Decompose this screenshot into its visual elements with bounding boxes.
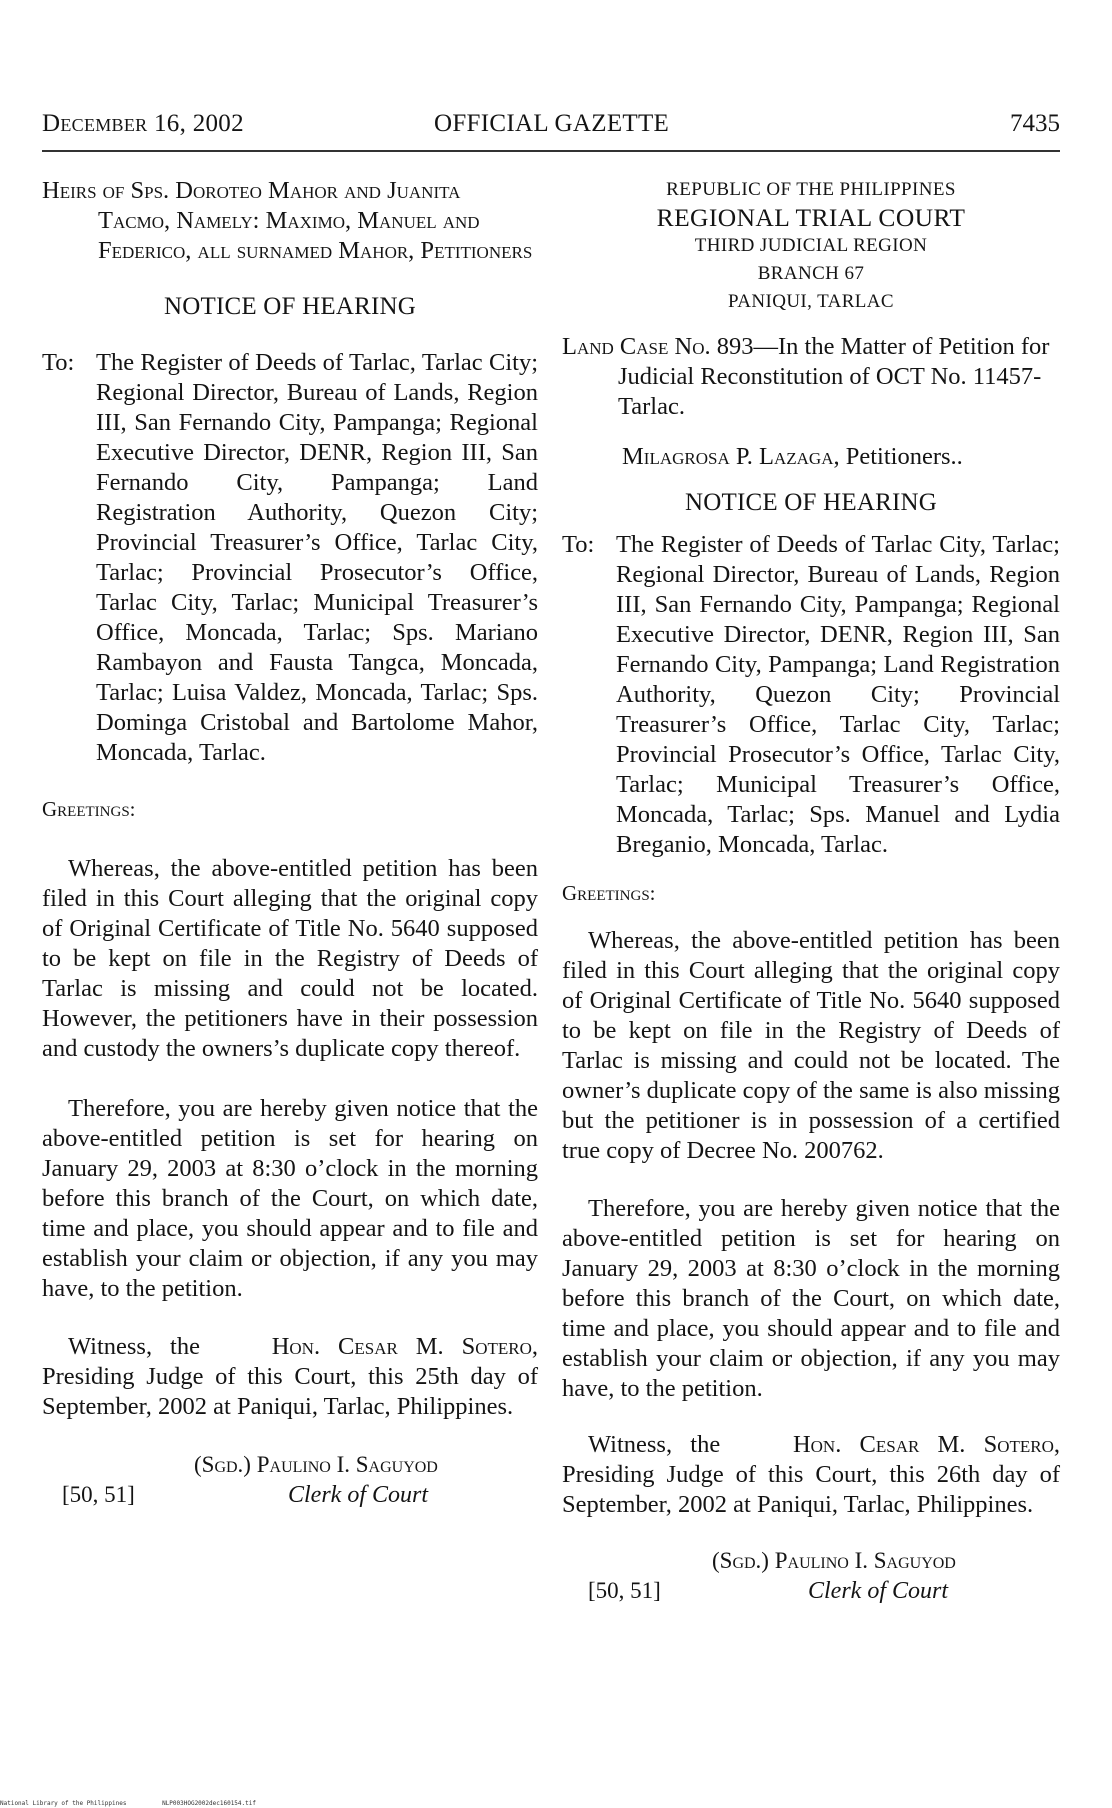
court-branch: BRANCH 67 bbox=[757, 263, 865, 284]
witness-rest: Presiding Judge of this Court, this 26th day of September, 2002 at Paniqui, Tarlac, Philippines. bbox=[562, 1461, 1060, 1518]
witness-judge: Hon. Cesar M. Sotero, bbox=[792, 1431, 1060, 1458]
signatory-role: Clerk of Court bbox=[808, 1578, 949, 1604]
witness-paragraph bbox=[562, 1430, 1060, 1520]
court-heading bbox=[562, 176, 1060, 316]
greetings: Greetings: bbox=[42, 797, 136, 821]
petitioner-suffix: Petitioners.. bbox=[845, 443, 963, 470]
witness-judge: Hon. Cesar M. Sotero, bbox=[271, 1333, 538, 1360]
notice-title: NOTICE OF HEARING bbox=[164, 293, 416, 320]
page-number: 7435 bbox=[1010, 110, 1060, 137]
signatory-name: (Sgd.) Paulino I. Saguyod bbox=[712, 1548, 956, 1573]
whereas-paragraph: Whereas, the above-entitled petition has been filed in this Court alleging that the original copy of Original Certificate of Title No. 5640 supposed to be kept on file in the Registry of Deeds of Tarlac is missing and could not be located. However, the petitioners have in their possession and custody the owners’s duplicate copy thereof. bbox=[42, 855, 538, 1062]
addressees bbox=[42, 348, 538, 768]
signature-block bbox=[42, 1450, 538, 1514]
left-column bbox=[42, 176, 538, 1514]
court-republic: REPUBLIC OF THE PHILIPPINES bbox=[666, 179, 956, 200]
case-title bbox=[562, 332, 1060, 422]
witness-paragraph bbox=[42, 1332, 538, 1422]
signatory-role: Clerk of Court bbox=[288, 1482, 429, 1508]
reference-numbers: [50, 51] bbox=[588, 1578, 661, 1603]
publication-title: OFFICIAL GAZETTE bbox=[434, 110, 670, 137]
court-region: THIRD JUDICIAL REGION bbox=[694, 235, 928, 256]
notice-title: NOTICE OF HEARING bbox=[685, 489, 937, 516]
case-caption: Heirs of Sps. Doroteo Mahor and Juanita Tacmo, Namely: Maximo, Manuel and Federico, all surnamed Mahor, Petitioners bbox=[42, 177, 533, 264]
whereas-paragraph: Whereas, the above-entitled petition has been filed in this Court alleging that the original copy of Original Certificate of Title No. 5640 supposed to be kept on file in the Registry of Deeds of Tarlac is missing and could not be located. The owner’s duplicate copy of the same is also missing but the petitioner is in possession of a certified true copy of Decree No. 200762. bbox=[562, 927, 1060, 1164]
court-name: REGIONAL TRIAL COURT bbox=[656, 203, 966, 232]
issue-date: December 16, 2002 bbox=[42, 110, 244, 137]
witness-rest: Presiding Judge of this Court, this 25th day of September, 2002 at Paniqui, Tarlac, Philippines. bbox=[42, 1363, 538, 1420]
case-text: 893—In the Matter of Petition for Judicial Reconstitution of OCT No. 11457-Tarlac. bbox=[618, 333, 1050, 420]
petitioner-line bbox=[562, 442, 1060, 472]
reference-numbers: [50, 51] bbox=[62, 1482, 135, 1507]
library-credit: National Library of the Philippines bbox=[0, 1800, 127, 1807]
to-label: To: bbox=[42, 349, 75, 376]
to-label: To: bbox=[562, 531, 595, 558]
petitioner-name: Milagrosa P. Lazaga, bbox=[622, 443, 840, 470]
signatory-name: (Sgd.) Paulino I. Saguyod bbox=[194, 1452, 438, 1477]
addressees bbox=[562, 530, 1060, 860]
right-column bbox=[562, 176, 1060, 1610]
signature-block bbox=[562, 1546, 1060, 1610]
addressee-list: The Register of Deeds of Tarlac City, Tarlac; Regional Director, Bureau of Lands, Region III, San Fernando City, Pampanga; Regional Executive Director, DENR, Region III, San Fernando City, Pampanga; Land Registration Authority, Quezon City; Provincial Treasurer’s Office, Tarlac City, Tarlac; Provincial Prosecutor’s Office, Tarlac City, Tarlac; Municipal Treasurer’s Office, Moncada, Tarlac; Sps. Manuel and Lydia Breganio, Moncada, Tarlac. bbox=[616, 531, 1060, 858]
therefore-paragraph: Therefore, you are hereby given notice that the above-entitled petition is set for hearing on January 29, 2003 at 8:30 o’clock in the morning before this branch of the Court, on which date, time and place, you should appear and to file and establish your claim or objection, if any you may have, to the petition. bbox=[562, 1195, 1060, 1402]
greetings: Greetings: bbox=[562, 881, 656, 905]
therefore-paragraph: Therefore, you are hereby given notice that the above-entitled petition is set for hearing on January 29, 2003 at 8:30 o’clock in the morning before this branch of the Court, on which date, time and place, you should appear and to file and establish your claim or objection, if any you may have, to the petition. bbox=[42, 1095, 538, 1302]
addressee-list: The Register of Deeds of Tarlac, Tarlac City; Regional Director, Bureau of Lands, Region III, San Fernando City, Pampanga; Regional Executive Director, DENR, Region III, San Fernando City, Pampanga; Land Registration Authority, Quezon City; Provincial Treasurer’s Office, Tarlac City, Tarlac; Provincial Prosecutor’s Office, Tarlac City, Tarlac; Municipal Treasurer’s Office, Moncada, Tarlac; Sps. Mariano Rambayon and Fausta Tangca, Moncada, Tarlac; Luisa Valdez, Moncada, Tarlac; Sps. Dominga Cristobal and Bartolome Mahor, Moncada, Tarlac. bbox=[96, 349, 538, 766]
witness-prefix: Witness, the bbox=[68, 1333, 200, 1360]
witness-prefix: Witness, the bbox=[588, 1431, 721, 1458]
page-header bbox=[42, 110, 1060, 152]
case-label: Land Case No. bbox=[562, 333, 711, 360]
court-location: PANIQUI, TARLAC bbox=[728, 291, 894, 312]
scan-footer bbox=[0, 1800, 288, 1807]
scan-file-id: NLP003HOG2002dec160154.tif bbox=[162, 1800, 256, 1807]
